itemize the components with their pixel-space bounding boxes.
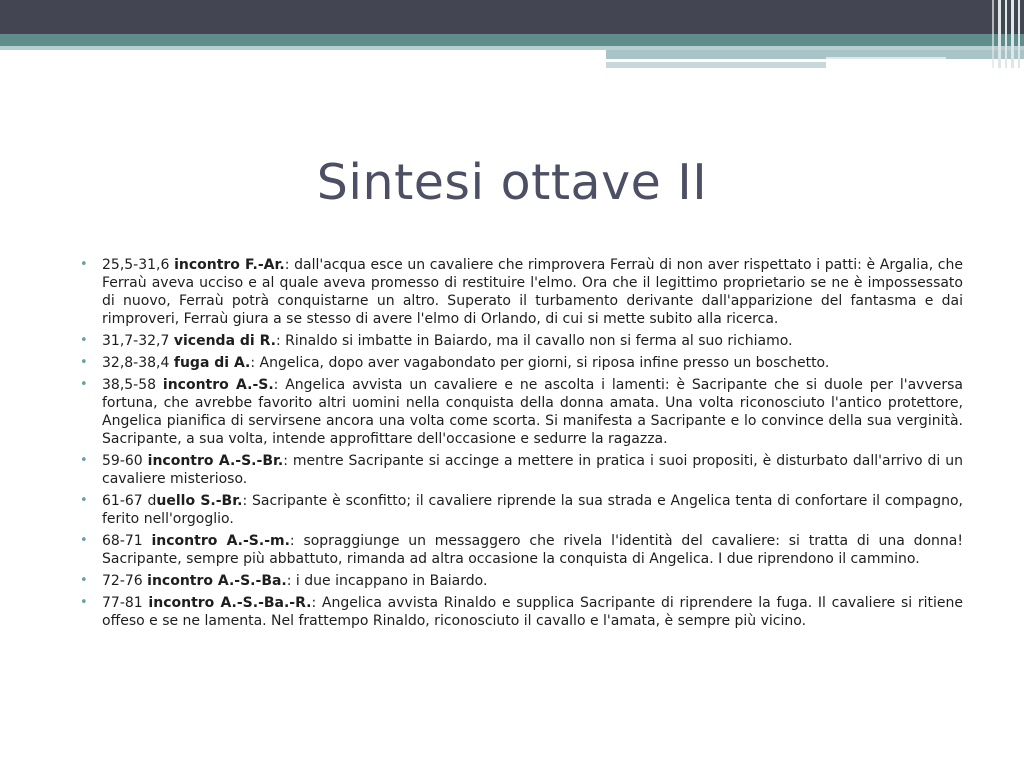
episode-summary: : Angelica, dopo aver vagabondato per giorni, si riposa infine presso un boschetto. (250, 355, 830, 371)
episode-heading: incontro A.-S.-Ba.-R. (148, 595, 312, 611)
stanza-range: 61-67 d (102, 493, 157, 509)
episode-heading: vicenda di R. (173, 333, 276, 349)
header-accent-bar-short (606, 62, 826, 68)
episode-heading: incontro A.-S. (162, 377, 274, 393)
bullet-icon: • (80, 377, 88, 392)
episode-summary: : Sacripante è sconfitto; il cavaliere riprende la sua strada e Angelica tenta di confortare il compagno, ferito nell'orgoglio. (102, 493, 963, 527)
episode-summary: : dall'acqua esce un cavaliere che rimprovera Ferraù di non aver rispettato i patti: è Argalia, che Ferraù aveva ucciso e al quale aveva promesso di restituire l'elmo. Ora che il legittimo proprietario se ne è impossessato di nuovo, Ferraù potrà conquistarne un altro. Superato il turbamento derivante dall'apparizione del fantasma e dai rimproveri, Ferraù giura a se stesso di avere l'elmo di Orlando, di cui si mette subito alla ricerca. (102, 257, 963, 327)
list-item (80, 452, 963, 488)
episode-heading: uello S.-Br. (156, 493, 243, 509)
episode-summary: : mentre Sacripante si accinge a mettere in pratica i suoi propositi, è disturbato dall'arrivo di un cavaliere misterioso. (102, 453, 963, 487)
bullet-icon: • (80, 257, 88, 272)
stanza-range: 77-81 (102, 595, 149, 611)
episode-heading: fuga di A. (173, 355, 251, 371)
slide-title: Sintesi ottave II (316, 154, 708, 211)
header-vertical-lines (990, 0, 1024, 68)
list-item (80, 332, 963, 350)
bullet-icon: • (80, 533, 88, 548)
episode-summary: : Rinaldo si imbatte in Baiardo, ma il cavallo non si ferma al suo richiamo. (275, 333, 793, 349)
stanza-range: 31,7-32,7 (102, 333, 174, 349)
stanza-range: 25,5-31,6 (102, 257, 175, 273)
list-item (80, 354, 963, 372)
list-item (80, 376, 963, 448)
episode-heading: incontro A.-S.-Ba. (147, 573, 287, 589)
episode-heading: incontro F.-Ar. (174, 257, 285, 273)
bullet-icon: • (80, 333, 88, 348)
stanza-range: 38,5-58 (102, 377, 163, 393)
bullet-icon: • (80, 573, 88, 588)
bullet-icon: • (80, 493, 88, 508)
list-item (80, 594, 963, 630)
stanza-range: 59-60 (102, 453, 148, 469)
header-accent-line (826, 57, 946, 59)
header-teal-bar (0, 34, 1024, 46)
bullet-icon: • (80, 453, 88, 468)
list-item (80, 532, 963, 568)
bullet-icon: • (80, 595, 88, 610)
list-item (80, 492, 963, 528)
bullet-list (80, 256, 963, 634)
stanza-range: 72-76 (102, 573, 148, 589)
stanza-range: 68-71 (102, 533, 152, 549)
episode-summary: : Angelica avvista Rinaldo e supplica Sacripante di riprendere la fuga. Il cavaliere si ritiene offeso e se ne lamenta. Nel frattempo Rinaldo, riconosciuto il cavallo e l'amata, è sempre più vicino. (102, 595, 964, 629)
list-item (80, 256, 963, 328)
bullet-icon: • (80, 355, 88, 370)
list-item (80, 572, 963, 590)
episode-summary: : sopraggiunge un messaggero che rivela l'identità del cavaliere: si tratta di una donna! Sacripante, sempre più abbattuto, rimanda ad altra occasione la conquista di Angelica. I due riprendono il cammino. (102, 533, 963, 567)
episode-summary: : i due incappano in Baiardo. (286, 573, 488, 589)
episode-heading: incontro A.-S.-Br. (147, 453, 284, 469)
header-dark-bar (0, 0, 1024, 34)
episode-heading: incontro A.-S.-m. (151, 533, 290, 549)
header-accent-bar (606, 50, 1024, 59)
stanza-range: 32,8-38,4 (102, 355, 174, 371)
episode-summary: : Angelica avvista un cavaliere e ne ascolta i lamenti: è Sacripante che si duole per l'avversa fortuna, che avrebbe favorito altri uomini nella conquista della donna amata. Una volta riconosciuto l'antico protettore, Angelica pianifica di servirsene ancora una volta come scorta. Si manifesta a Sacripante e lo convince della sua verginità. Sacripante, a sua volta, intende approfittare dell'occasione e sedurre la ragazza. (102, 377, 963, 447)
